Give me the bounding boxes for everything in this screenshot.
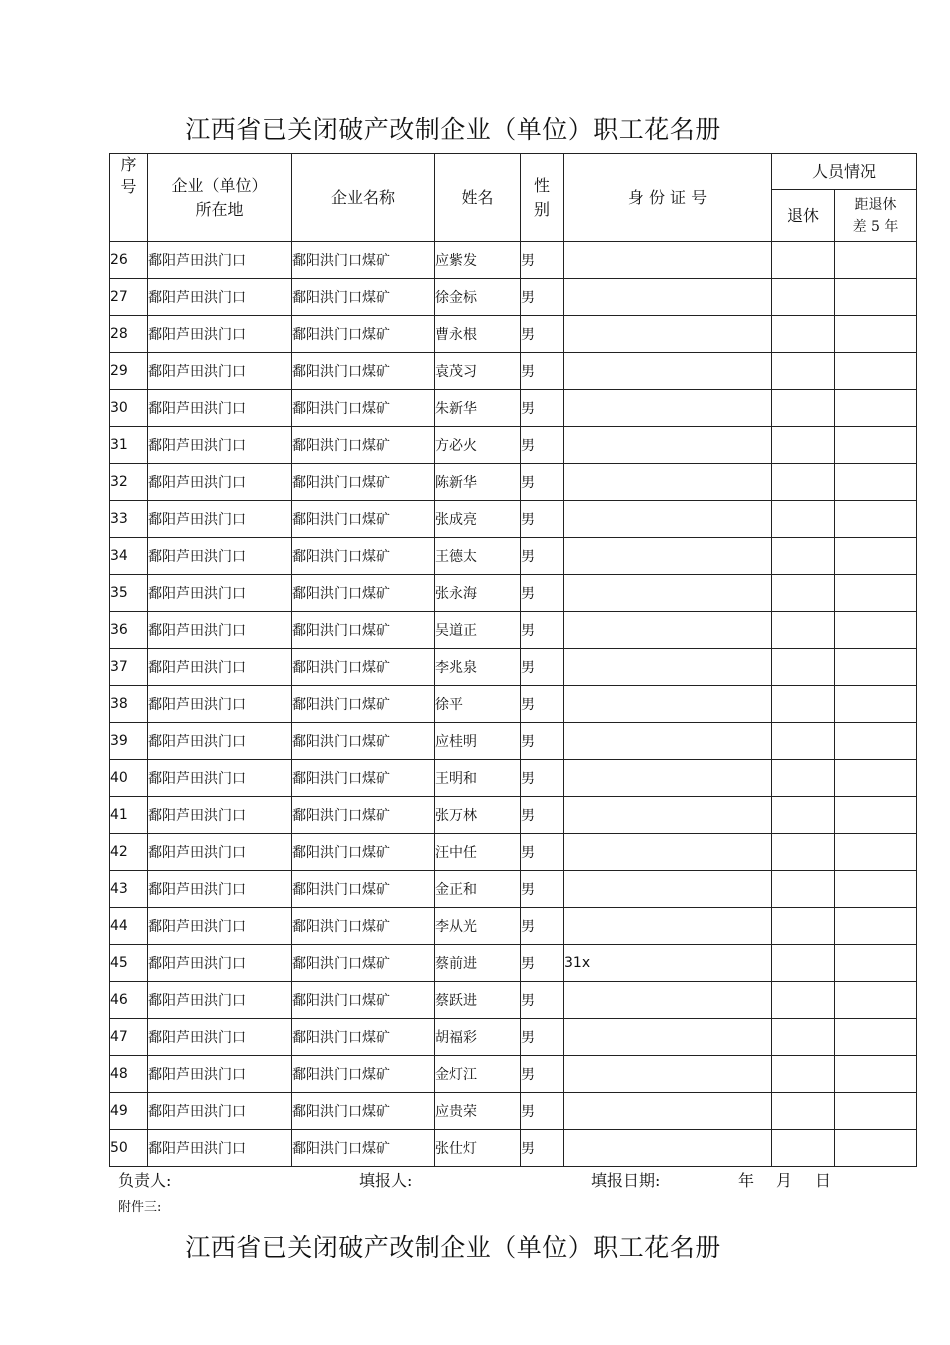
row-company: 鄱阳洪门口煤矿	[292, 686, 435, 723]
row-near-retire	[835, 242, 917, 279]
year-label: 年	[738, 1171, 755, 1190]
table-row	[110, 575, 917, 612]
annex-label: 附件三:	[118, 1200, 162, 1215]
row-company: 鄱阳洪门口煤矿	[292, 908, 435, 945]
row-number: 41	[110, 797, 148, 834]
row-name: 张永海	[435, 575, 521, 612]
table-row	[110, 353, 917, 390]
row-location: 鄱阳芦田洪门口	[148, 279, 292, 316]
row-near-retire	[835, 464, 917, 501]
row-retired	[772, 427, 835, 464]
row-location: 鄱阳芦田洪门口	[148, 575, 292, 612]
row-company: 鄱阳洪门口煤矿	[292, 871, 435, 908]
row-near-retire	[835, 834, 917, 871]
row-location: 鄱阳芦田洪门口	[148, 649, 292, 686]
row-number: 40	[110, 760, 148, 797]
row-name: 吴道正	[435, 612, 521, 649]
row-name: 徐平	[435, 686, 521, 723]
row-near-retire	[835, 1093, 917, 1130]
row-company: 鄱阳洪门口煤矿	[292, 612, 435, 649]
row-near-retire	[835, 871, 917, 908]
row-sex: 男	[521, 575, 564, 612]
row-name: 胡福彩	[435, 1019, 521, 1056]
table-row	[110, 279, 917, 316]
row-number: 27	[110, 279, 148, 316]
filler-label: 填报人:	[359, 1171, 413, 1190]
table-row	[110, 316, 917, 353]
row-company: 鄱阳洪门口煤矿	[292, 242, 435, 279]
row-id-number	[564, 982, 772, 1019]
row-near-retire	[835, 390, 917, 427]
table-row	[110, 538, 917, 575]
row-number: 49	[110, 1093, 148, 1130]
header-company: 企业名称	[292, 154, 435, 242]
table-row	[110, 945, 917, 982]
table-row	[110, 612, 917, 649]
row-number: 29	[110, 353, 148, 390]
row-retired	[772, 1093, 835, 1130]
row-company: 鄱阳洪门口煤矿	[292, 279, 435, 316]
row-retired	[772, 945, 835, 982]
row-location: 鄱阳芦田洪门口	[148, 353, 292, 390]
row-location: 鄱阳芦田洪门口	[148, 1130, 292, 1167]
row-id-number	[564, 1056, 772, 1093]
table-row	[110, 1019, 917, 1056]
row-sex: 男	[521, 945, 564, 982]
row-location: 鄱阳芦田洪门口	[148, 945, 292, 982]
responsible-label: 负责人:	[118, 1171, 172, 1190]
row-name: 金灯江	[435, 1056, 521, 1093]
header-name: 姓名	[435, 154, 521, 242]
table-row	[110, 723, 917, 760]
row-number: 50	[110, 1130, 148, 1167]
row-number: 36	[110, 612, 148, 649]
row-sex: 男	[521, 464, 564, 501]
row-sex: 男	[521, 612, 564, 649]
row-company: 鄱阳洪门口煤矿	[292, 1056, 435, 1093]
table-row	[110, 1093, 917, 1130]
row-location: 鄱阳芦田洪门口	[148, 723, 292, 760]
row-near-retire	[835, 1019, 917, 1056]
row-id-number	[564, 316, 772, 353]
row-number: 32	[110, 464, 148, 501]
row-near-retire	[835, 649, 917, 686]
row-id-number	[564, 1093, 772, 1130]
row-name: 袁茂习	[435, 353, 521, 390]
row-retired	[772, 538, 835, 575]
day-label: 日	[815, 1171, 832, 1190]
header-near-retire: 距退休 差 5 年	[835, 190, 917, 242]
row-number: 33	[110, 501, 148, 538]
row-location: 鄱阳芦田洪门口	[148, 760, 292, 797]
row-company: 鄱阳洪门口煤矿	[292, 982, 435, 1019]
row-retired	[772, 279, 835, 316]
row-near-retire	[835, 797, 917, 834]
row-name: 蔡跃进	[435, 982, 521, 1019]
row-retired	[772, 1056, 835, 1093]
row-number: 46	[110, 982, 148, 1019]
row-id-number	[564, 390, 772, 427]
row-name: 徐金标	[435, 279, 521, 316]
row-near-retire	[835, 575, 917, 612]
table-row	[110, 834, 917, 871]
row-sex: 男	[521, 1130, 564, 1167]
row-id-number	[564, 538, 772, 575]
row-company: 鄱阳洪门口煤矿	[292, 464, 435, 501]
row-name: 李从光	[435, 908, 521, 945]
row-near-retire	[835, 427, 917, 464]
row-location: 鄱阳芦田洪门口	[148, 427, 292, 464]
row-number: 42	[110, 834, 148, 871]
row-name: 张仕灯	[435, 1130, 521, 1167]
row-number: 44	[110, 908, 148, 945]
row-location: 鄱阳芦田洪门口	[148, 1093, 292, 1130]
row-company: 鄱阳洪门口煤矿	[292, 538, 435, 575]
row-number: 47	[110, 1019, 148, 1056]
table-row	[110, 982, 917, 1019]
row-sex: 男	[521, 686, 564, 723]
row-company: 鄱阳洪门口煤矿	[292, 316, 435, 353]
row-number: 43	[110, 871, 148, 908]
row-id-number	[564, 575, 772, 612]
next-page-title: 江西省已关闭破产改制企业（单位）职工花名册	[185, 1233, 721, 1262]
row-near-retire	[835, 538, 917, 575]
header-seq: 序 号	[110, 154, 148, 242]
row-near-retire	[835, 686, 917, 723]
row-sex: 男	[521, 538, 564, 575]
roster-body	[110, 242, 917, 1167]
row-id-number	[564, 353, 772, 390]
row-sex: 男	[521, 871, 564, 908]
table-row	[110, 242, 917, 279]
row-location: 鄱阳芦田洪门口	[148, 686, 292, 723]
table-row	[110, 649, 917, 686]
row-near-retire	[835, 1130, 917, 1167]
row-sex: 男	[521, 316, 564, 353]
row-sex: 男	[521, 353, 564, 390]
row-name: 张万林	[435, 797, 521, 834]
row-location: 鄱阳芦田洪门口	[148, 242, 292, 279]
row-location: 鄱阳芦田洪门口	[148, 834, 292, 871]
row-sex: 男	[521, 427, 564, 464]
row-retired	[772, 612, 835, 649]
row-sex: 男	[521, 1056, 564, 1093]
row-retired	[772, 797, 835, 834]
row-name: 张成亮	[435, 501, 521, 538]
row-sex: 男	[521, 649, 564, 686]
row-location: 鄱阳芦田洪门口	[148, 464, 292, 501]
row-id-number	[564, 464, 772, 501]
row-id-number	[564, 760, 772, 797]
employee-roster-table	[109, 153, 917, 1167]
row-near-retire	[835, 316, 917, 353]
row-number: 31	[110, 427, 148, 464]
row-name: 朱新华	[435, 390, 521, 427]
row-location: 鄱阳芦田洪门口	[148, 538, 292, 575]
row-number: 39	[110, 723, 148, 760]
row-id-number	[564, 908, 772, 945]
row-location: 鄱阳芦田洪门口	[148, 501, 292, 538]
row-company: 鄱阳洪门口煤矿	[292, 1019, 435, 1056]
row-sex: 男	[521, 723, 564, 760]
row-number: 45	[110, 945, 148, 982]
row-company: 鄱阳洪门口煤矿	[292, 353, 435, 390]
row-retired	[772, 723, 835, 760]
row-company: 鄱阳洪门口煤矿	[292, 723, 435, 760]
row-id-number: 31x	[564, 945, 772, 982]
row-sex: 男	[521, 242, 564, 279]
row-retired	[772, 686, 835, 723]
table-row	[110, 686, 917, 723]
row-id-number	[564, 427, 772, 464]
row-number: 48	[110, 1056, 148, 1093]
row-id-number	[564, 723, 772, 760]
row-near-retire	[835, 760, 917, 797]
row-near-retire	[835, 612, 917, 649]
header-status: 人员情况	[772, 154, 917, 190]
row-near-retire	[835, 501, 917, 538]
row-number: 30	[110, 390, 148, 427]
row-location: 鄱阳芦田洪门口	[148, 316, 292, 353]
row-near-retire	[835, 945, 917, 982]
row-near-retire	[835, 1056, 917, 1093]
row-id-number	[564, 501, 772, 538]
header-retired: 退休	[772, 190, 835, 242]
row-retired	[772, 353, 835, 390]
row-name: 汪中任	[435, 834, 521, 871]
table-row	[110, 871, 917, 908]
row-retired	[772, 242, 835, 279]
table-row	[110, 1130, 917, 1167]
page-title: 江西省已关闭破产改制企业（单位）职工花名册	[185, 115, 721, 144]
row-id-number	[564, 612, 772, 649]
row-name: 应桂明	[435, 723, 521, 760]
header-location: 企业（单位） 所在地	[148, 154, 292, 242]
row-id-number	[564, 1019, 772, 1056]
row-retired	[772, 834, 835, 871]
row-company: 鄱阳洪门口煤矿	[292, 1130, 435, 1167]
row-retired	[772, 501, 835, 538]
row-number: 35	[110, 575, 148, 612]
table-row	[110, 797, 917, 834]
header-id-number: 身 份 证 号	[564, 154, 772, 242]
table-row	[110, 464, 917, 501]
row-sex: 男	[521, 908, 564, 945]
row-near-retire	[835, 908, 917, 945]
row-retired	[772, 871, 835, 908]
table-row	[110, 390, 917, 427]
row-name: 方必火	[435, 427, 521, 464]
row-retired	[772, 575, 835, 612]
row-near-retire	[835, 353, 917, 390]
row-number: 38	[110, 686, 148, 723]
table-row	[110, 501, 917, 538]
row-number: 26	[110, 242, 148, 279]
table-header-row	[110, 154, 917, 190]
row-near-retire	[835, 982, 917, 1019]
row-name: 蔡前进	[435, 945, 521, 982]
row-id-number	[564, 242, 772, 279]
row-retired	[772, 1019, 835, 1056]
row-location: 鄱阳芦田洪门口	[148, 982, 292, 1019]
row-near-retire	[835, 279, 917, 316]
date-label: 填报日期:	[591, 1171, 661, 1190]
row-retired	[772, 760, 835, 797]
table-row	[110, 760, 917, 797]
row-name: 李兆泉	[435, 649, 521, 686]
row-name: 应紫发	[435, 242, 521, 279]
row-sex: 男	[521, 390, 564, 427]
row-company: 鄱阳洪门口煤矿	[292, 390, 435, 427]
row-retired	[772, 1130, 835, 1167]
row-location: 鄱阳芦田洪门口	[148, 908, 292, 945]
row-sex: 男	[521, 797, 564, 834]
row-company: 鄱阳洪门口煤矿	[292, 945, 435, 982]
row-name: 陈新华	[435, 464, 521, 501]
row-name: 王德太	[435, 538, 521, 575]
row-id-number	[564, 649, 772, 686]
row-sex: 男	[521, 501, 564, 538]
row-company: 鄱阳洪门口煤矿	[292, 797, 435, 834]
row-name: 应贵荣	[435, 1093, 521, 1130]
row-id-number	[564, 686, 772, 723]
row-sex: 男	[521, 279, 564, 316]
row-id-number	[564, 871, 772, 908]
row-name: 曹永根	[435, 316, 521, 353]
row-company: 鄱阳洪门口煤矿	[292, 760, 435, 797]
row-name: 王明和	[435, 760, 521, 797]
row-company: 鄱阳洪门口煤矿	[292, 427, 435, 464]
row-company: 鄱阳洪门口煤矿	[292, 1093, 435, 1130]
row-retired	[772, 316, 835, 353]
row-company: 鄱阳洪门口煤矿	[292, 501, 435, 538]
table-row	[110, 908, 917, 945]
row-number: 28	[110, 316, 148, 353]
header-sex: 性 别	[521, 154, 564, 242]
row-sex: 男	[521, 982, 564, 1019]
row-retired	[772, 649, 835, 686]
row-near-retire	[835, 723, 917, 760]
row-number: 34	[110, 538, 148, 575]
table-row	[110, 1056, 917, 1093]
row-company: 鄱阳洪门口煤矿	[292, 575, 435, 612]
row-number: 37	[110, 649, 148, 686]
row-retired	[772, 464, 835, 501]
row-retired	[772, 390, 835, 427]
row-location: 鄱阳芦田洪门口	[148, 612, 292, 649]
row-id-number	[564, 797, 772, 834]
row-sex: 男	[521, 834, 564, 871]
row-sex: 男	[521, 760, 564, 797]
row-sex: 男	[521, 1093, 564, 1130]
row-location: 鄱阳芦田洪门口	[148, 1019, 292, 1056]
row-retired	[772, 982, 835, 1019]
row-location: 鄱阳芦田洪门口	[148, 390, 292, 427]
row-name: 金正和	[435, 871, 521, 908]
table-row	[110, 427, 917, 464]
row-company: 鄱阳洪门口煤矿	[292, 649, 435, 686]
month-label: 月	[776, 1171, 793, 1190]
row-location: 鄱阳芦田洪门口	[148, 1056, 292, 1093]
row-company: 鄱阳洪门口煤矿	[292, 834, 435, 871]
row-sex: 男	[521, 1019, 564, 1056]
row-id-number	[564, 1130, 772, 1167]
row-id-number	[564, 834, 772, 871]
row-location: 鄱阳芦田洪门口	[148, 797, 292, 834]
row-id-number	[564, 279, 772, 316]
row-retired	[772, 908, 835, 945]
row-location: 鄱阳芦田洪门口	[148, 871, 292, 908]
